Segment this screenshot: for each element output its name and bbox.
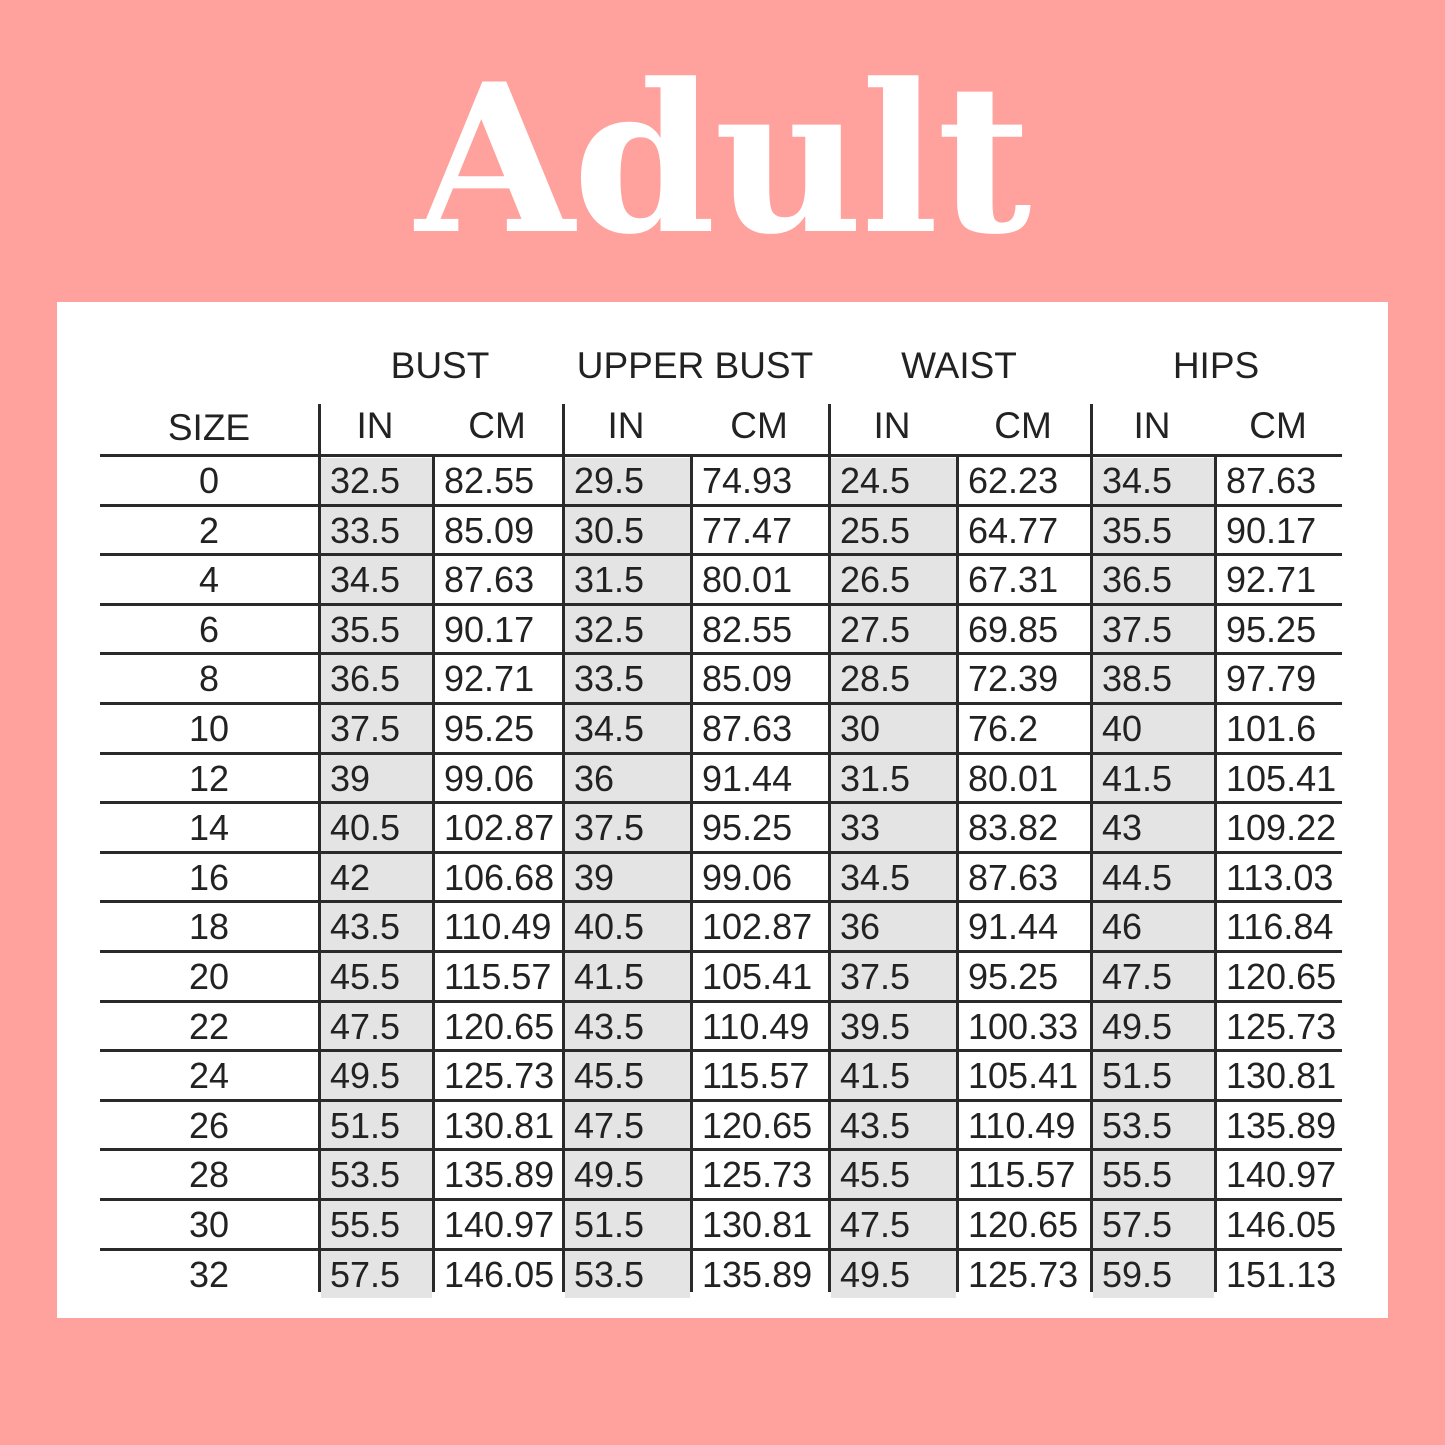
table-cell: 36.5 bbox=[1102, 559, 1173, 601]
table-cell: 53.5 bbox=[1102, 1104, 1173, 1146]
table-cell: 85.09 bbox=[702, 658, 793, 700]
group-header: UPPER BUST bbox=[576, 345, 814, 386]
table-cell: 49.5 bbox=[840, 1253, 911, 1295]
row-divider bbox=[100, 950, 1342, 953]
table-cell: 120.65 bbox=[702, 1104, 813, 1146]
table-cell: 92.71 bbox=[444, 658, 535, 700]
table-cell: 30.5 bbox=[574, 509, 645, 551]
size-cell: 18 bbox=[188, 906, 230, 948]
table-cell: 76.2 bbox=[968, 708, 1039, 749]
table-cell: 37.5 bbox=[574, 807, 645, 849]
table-cell: 57.5 bbox=[330, 1253, 401, 1295]
table-cell: 95.25 bbox=[444, 708, 535, 749]
size-cell: 0 bbox=[198, 460, 220, 501]
table-cell: 115.57 bbox=[968, 1154, 1076, 1196]
table-cell: 26.5 bbox=[840, 559, 911, 601]
table-cell: 39.5 bbox=[840, 1005, 911, 1047]
table-cell: 38.5 bbox=[1102, 658, 1173, 700]
table-cell: 87.63 bbox=[702, 708, 793, 749]
table-cell: 46 bbox=[1102, 906, 1143, 948]
table-cell: 110.49 bbox=[444, 906, 552, 948]
table-cell: 45.5 bbox=[840, 1154, 911, 1196]
table-cell: 27.5 bbox=[840, 608, 911, 650]
table-cell: 49.5 bbox=[330, 1055, 401, 1097]
page-title: Adult bbox=[415, 40, 1030, 280]
table-cell: 28.5 bbox=[840, 658, 911, 700]
table-cell: 37.5 bbox=[1102, 608, 1173, 650]
table-cell: 120.65 bbox=[1226, 956, 1337, 997]
row-divider bbox=[100, 801, 1342, 804]
table-cell: 110.49 bbox=[702, 1005, 810, 1047]
size-cell: 16 bbox=[188, 856, 230, 898]
unit-header-in: IN bbox=[607, 405, 645, 446]
table-cell: 31.5 bbox=[840, 757, 911, 799]
table-cell: 106.68 bbox=[444, 856, 555, 898]
table-cell: 41.5 bbox=[1102, 757, 1173, 799]
table-cell: 40.5 bbox=[330, 807, 401, 849]
table-cell: 146.05 bbox=[1226, 1204, 1337, 1245]
table-cell: 109.22 bbox=[1226, 807, 1337, 849]
size-cell: 24 bbox=[188, 1055, 230, 1097]
table-cell: 115.57 bbox=[444, 956, 552, 997]
table-cell: 34.5 bbox=[840, 856, 911, 898]
table-cell: 33 bbox=[840, 807, 881, 849]
table-cell: 110.49 bbox=[968, 1104, 1076, 1146]
table-cell: 35.5 bbox=[330, 608, 401, 650]
table-cell: 39 bbox=[330, 757, 371, 799]
table-cell: 39 bbox=[574, 856, 615, 898]
table-cell: 47.5 bbox=[574, 1104, 645, 1146]
group-header: BUST bbox=[390, 345, 490, 386]
table-cell: 53.5 bbox=[330, 1154, 401, 1196]
size-column-header: SIZE bbox=[167, 407, 251, 448]
table-cell: 36.5 bbox=[330, 658, 401, 700]
unit-header-in: IN bbox=[356, 405, 394, 446]
table-cell: 90.17 bbox=[1226, 509, 1317, 551]
table-cell: 37.5 bbox=[840, 956, 911, 997]
table-cell: 41.5 bbox=[574, 956, 645, 997]
table-cell: 45.5 bbox=[574, 1055, 645, 1097]
size-cell: 6 bbox=[198, 608, 220, 650]
size-cell: 2 bbox=[198, 509, 220, 551]
table-cell: 72.39 bbox=[968, 658, 1059, 700]
table-cell: 57.5 bbox=[1102, 1204, 1173, 1245]
table-cell: 36 bbox=[840, 906, 881, 948]
table-cell: 135.89 bbox=[702, 1253, 813, 1295]
size-cell: 12 bbox=[188, 757, 230, 799]
table-cell: 120.65 bbox=[968, 1204, 1079, 1245]
table-cell: 100.33 bbox=[968, 1005, 1079, 1047]
table-cell: 91.44 bbox=[968, 906, 1059, 948]
table-cell: 49.5 bbox=[1102, 1005, 1173, 1047]
size-cell: 26 bbox=[188, 1104, 230, 1146]
table-cell: 99.06 bbox=[444, 757, 535, 799]
row-divider bbox=[100, 553, 1342, 556]
table-cell: 105.41 bbox=[702, 956, 813, 997]
table-cell: 80.01 bbox=[968, 757, 1059, 799]
table-cell: 95.25 bbox=[1226, 608, 1317, 650]
row-divider bbox=[100, 702, 1342, 705]
table-cell: 102.87 bbox=[444, 807, 555, 849]
table-cell: 40.5 bbox=[574, 906, 645, 948]
table-cell: 64.77 bbox=[968, 509, 1059, 551]
table-cell: 51.5 bbox=[330, 1104, 401, 1146]
table-cell: 41.5 bbox=[840, 1055, 911, 1097]
table-cell: 91.44 bbox=[702, 757, 793, 799]
table-cell: 83.82 bbox=[968, 807, 1059, 849]
table-cell: 77.47 bbox=[702, 509, 793, 551]
table-cell: 69.85 bbox=[968, 608, 1059, 650]
table-cell: 43 bbox=[1102, 807, 1143, 849]
row-divider bbox=[100, 652, 1342, 655]
table-cell: 140.97 bbox=[1226, 1154, 1337, 1196]
table-cell: 44.5 bbox=[1102, 856, 1173, 898]
table-cell: 62.23 bbox=[968, 460, 1059, 501]
table-cell: 85.09 bbox=[444, 509, 535, 551]
table-cell: 42 bbox=[330, 856, 371, 898]
table-cell: 67.31 bbox=[968, 559, 1059, 601]
table-cell: 55.5 bbox=[330, 1204, 401, 1245]
table-cell: 125.73 bbox=[702, 1154, 813, 1196]
row-divider bbox=[100, 1198, 1342, 1201]
table-cell: 151.13 bbox=[1226, 1253, 1337, 1295]
unit-header-in: IN bbox=[873, 405, 911, 446]
row-divider bbox=[100, 752, 1342, 755]
table-cell: 59.5 bbox=[1102, 1253, 1173, 1295]
table-cell: 82.55 bbox=[702, 608, 793, 650]
table-cell: 116.84 bbox=[1226, 906, 1334, 948]
table-cell: 35.5 bbox=[1102, 509, 1173, 551]
table-cell: 55.5 bbox=[1102, 1154, 1173, 1196]
size-cell: 8 bbox=[198, 658, 220, 700]
row-divider bbox=[100, 851, 1342, 854]
table-cell: 32.5 bbox=[574, 608, 645, 650]
table-cell: 25.5 bbox=[840, 509, 911, 551]
table-cell: 95.25 bbox=[968, 956, 1059, 997]
table-cell: 125.73 bbox=[1226, 1005, 1337, 1047]
table-cell: 90.17 bbox=[444, 608, 535, 650]
table-cell: 33.5 bbox=[574, 658, 645, 700]
row-divider bbox=[100, 454, 1342, 457]
table-cell: 29.5 bbox=[574, 460, 645, 501]
table-cell: 47.5 bbox=[1102, 956, 1173, 997]
group-header: WAIST bbox=[901, 345, 1017, 386]
size-cell: 4 bbox=[198, 559, 220, 601]
table-cell: 47.5 bbox=[840, 1204, 911, 1245]
table-cell: 43.5 bbox=[574, 1005, 645, 1047]
size-cell: 28 bbox=[188, 1154, 230, 1196]
row-divider bbox=[100, 1148, 1342, 1151]
table-cell: 125.73 bbox=[968, 1253, 1079, 1295]
table-cell: 87.63 bbox=[444, 559, 535, 601]
table-cell: 92.71 bbox=[1226, 559, 1317, 601]
table-cell: 32.5 bbox=[330, 460, 401, 501]
table-cell: 105.41 bbox=[1226, 757, 1337, 799]
table-cell: 146.05 bbox=[444, 1253, 555, 1295]
table-cell: 99.06 bbox=[702, 856, 793, 898]
table-cell: 87.63 bbox=[1226, 460, 1317, 501]
table-cell: 43.5 bbox=[840, 1104, 911, 1146]
table-cell: 130.81 bbox=[702, 1204, 813, 1245]
table-cell: 49.5 bbox=[574, 1154, 645, 1196]
table-cell: 80.01 bbox=[702, 559, 793, 601]
table-cell: 115.57 bbox=[702, 1055, 810, 1097]
table-cell: 135.89 bbox=[1226, 1104, 1337, 1146]
table-cell: 40 bbox=[1102, 708, 1143, 749]
row-divider bbox=[100, 1248, 1342, 1251]
size-cell: 30 bbox=[188, 1204, 230, 1245]
size-cell: 20 bbox=[188, 956, 230, 997]
table-cell: 45.5 bbox=[330, 956, 401, 997]
table-cell: 34.5 bbox=[330, 559, 401, 601]
unit-header-cm: CM bbox=[994, 405, 1052, 446]
table-cell: 113.03 bbox=[1226, 856, 1334, 898]
table-cell: 30 bbox=[840, 708, 881, 749]
table-cell: 105.41 bbox=[968, 1055, 1079, 1097]
table-cell: 43.5 bbox=[330, 906, 401, 948]
size-cell: 10 bbox=[188, 708, 230, 749]
table-cell: 140.97 bbox=[444, 1204, 555, 1245]
table-cell: 34.5 bbox=[574, 708, 645, 749]
table-cell: 130.81 bbox=[444, 1104, 555, 1146]
table-cell: 87.63 bbox=[968, 856, 1059, 898]
row-divider bbox=[100, 900, 1342, 903]
size-cell: 32 bbox=[188, 1253, 230, 1295]
unit-header-in: IN bbox=[1133, 405, 1171, 446]
size-chart-table bbox=[57, 302, 1388, 1318]
table-cell: 101.6 bbox=[1226, 708, 1317, 749]
unit-header-cm: CM bbox=[730, 405, 788, 446]
table-cell: 120.65 bbox=[444, 1005, 555, 1047]
table-cell: 51.5 bbox=[1102, 1055, 1173, 1097]
table-cell: 47.5 bbox=[330, 1005, 401, 1047]
table-cell: 135.89 bbox=[444, 1154, 555, 1196]
row-divider bbox=[100, 1099, 1342, 1102]
table-cell: 82.55 bbox=[444, 460, 535, 501]
table-cell: 31.5 bbox=[574, 559, 645, 601]
unit-header-cm: CM bbox=[1249, 405, 1307, 446]
table-cell: 34.5 bbox=[1102, 460, 1173, 501]
size-cell: 22 bbox=[188, 1005, 230, 1047]
table-cell: 102.87 bbox=[702, 906, 813, 948]
row-divider bbox=[100, 504, 1342, 507]
table-cell: 37.5 bbox=[330, 708, 401, 749]
table-cell: 53.5 bbox=[574, 1253, 645, 1295]
table-cell: 95.25 bbox=[702, 807, 793, 849]
size-cell: 14 bbox=[188, 807, 230, 849]
table-cell: 130.81 bbox=[1226, 1055, 1337, 1097]
table-cell: 36 bbox=[574, 757, 615, 799]
group-header: HIPS bbox=[1172, 345, 1260, 386]
table-cell: 74.93 bbox=[702, 460, 793, 501]
table-cell: 24.5 bbox=[840, 460, 911, 501]
table-cell: 51.5 bbox=[574, 1204, 645, 1245]
row-divider bbox=[100, 603, 1342, 606]
table-cell: 97.79 bbox=[1226, 658, 1317, 700]
table-cell: 125.73 bbox=[444, 1055, 555, 1097]
unit-header-cm: CM bbox=[468, 405, 526, 446]
row-divider bbox=[100, 1000, 1342, 1003]
table-cell: 33.5 bbox=[330, 509, 401, 551]
row-divider bbox=[100, 1049, 1342, 1052]
